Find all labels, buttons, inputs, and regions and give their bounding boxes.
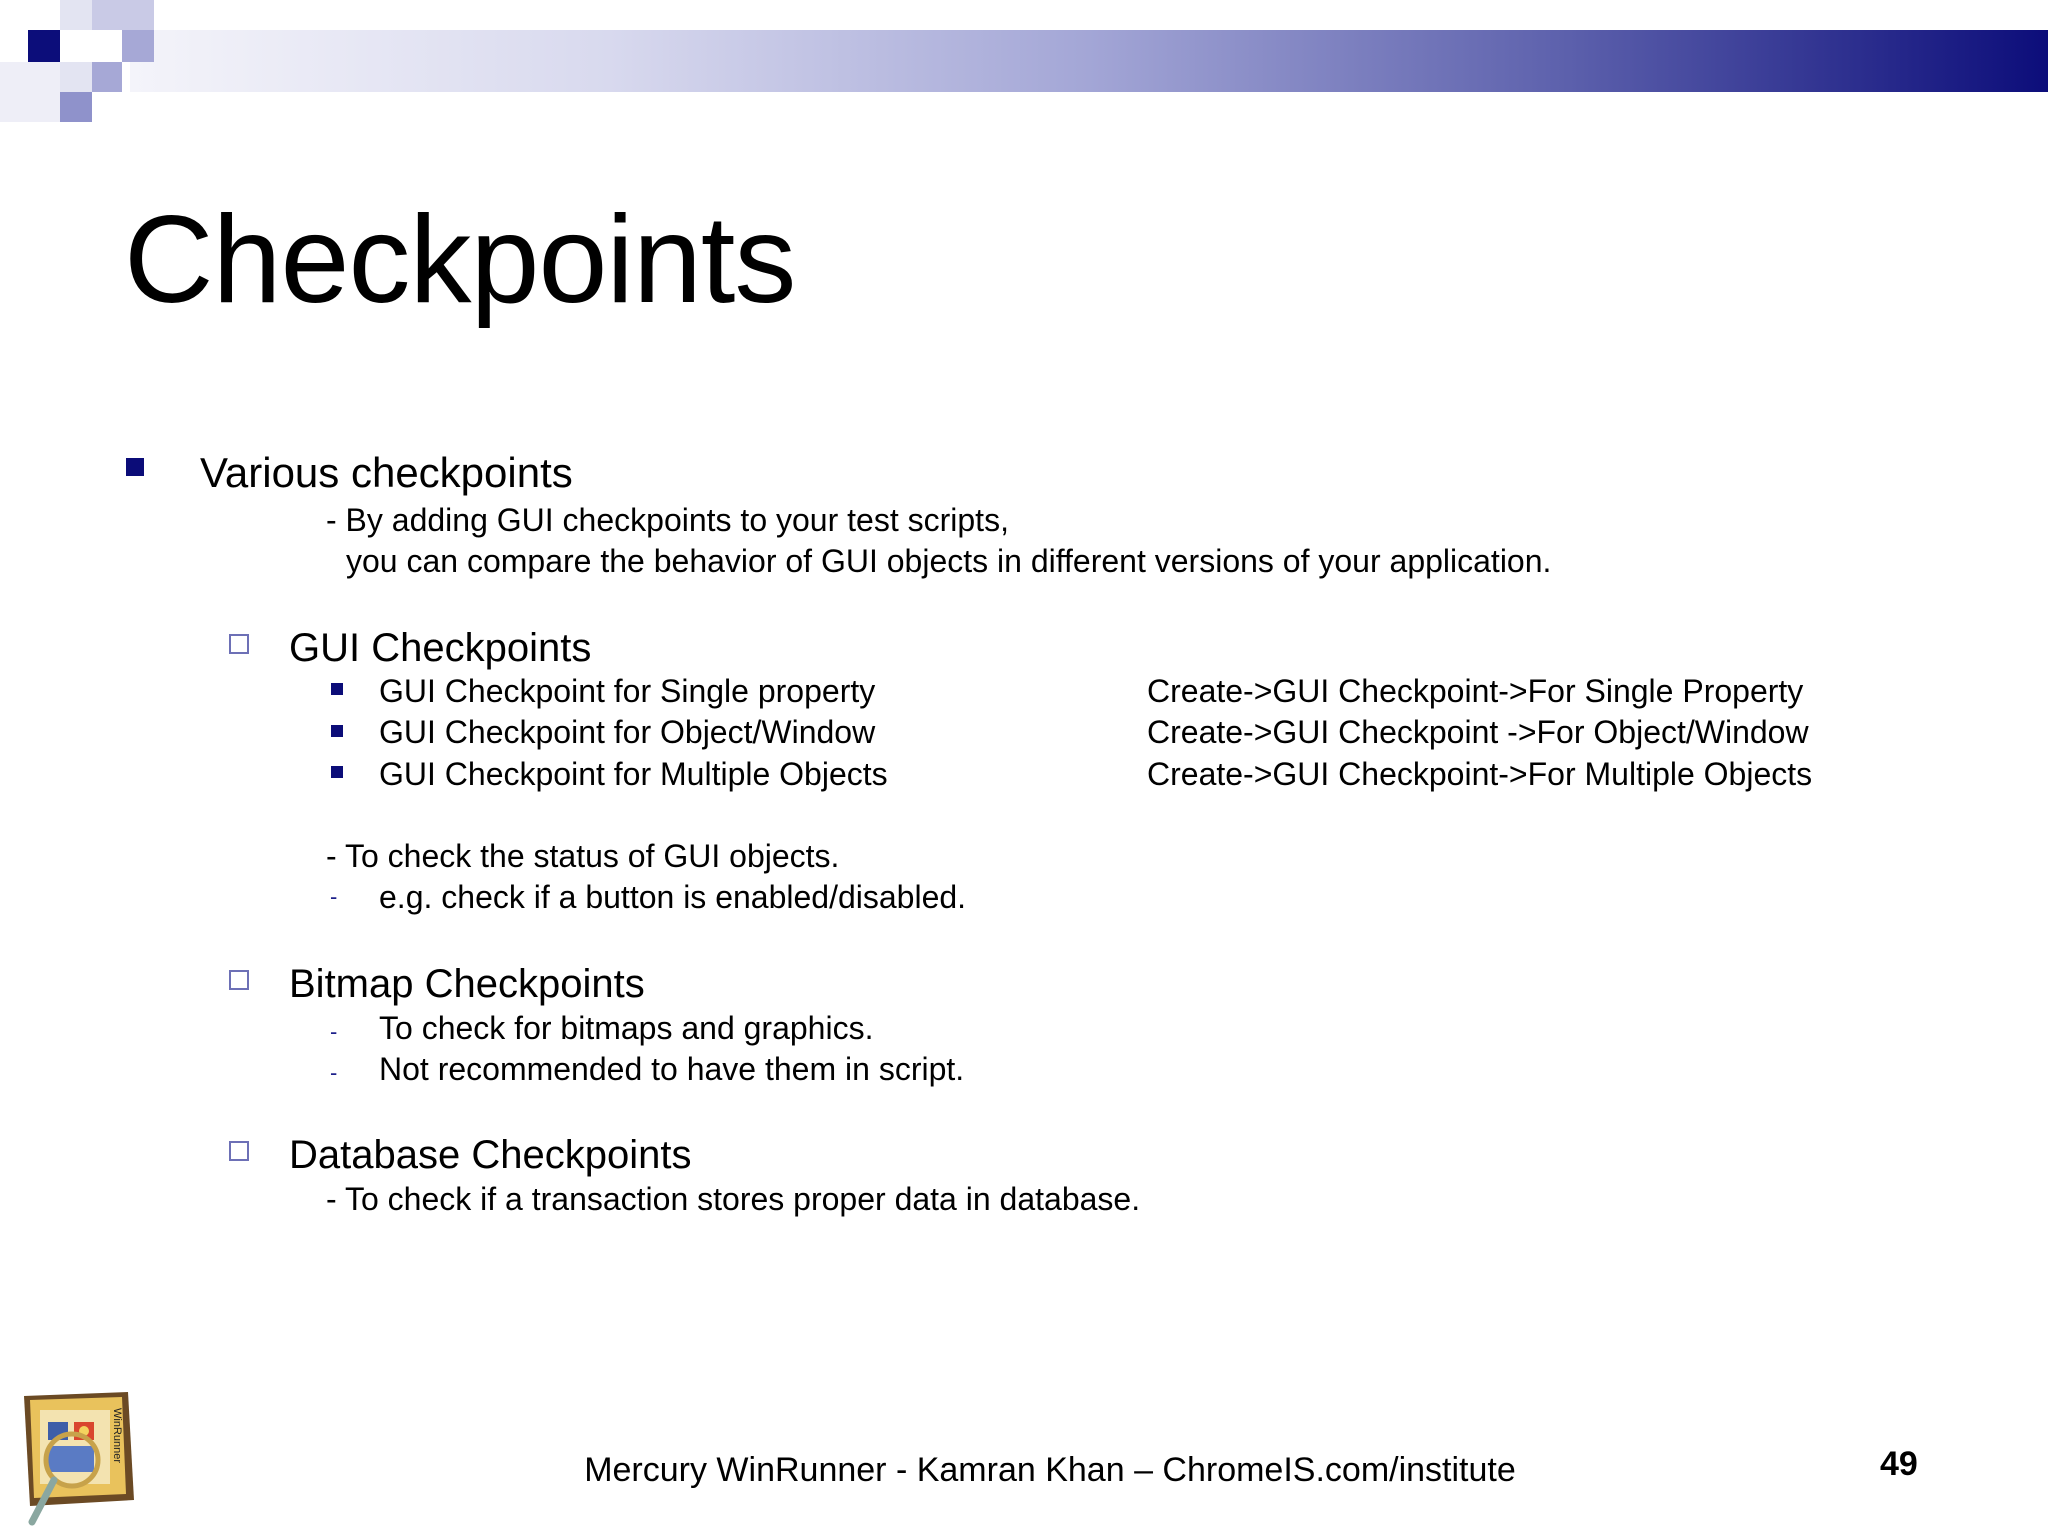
bullet-hollow-square — [229, 1141, 249, 1161]
dash-bullet: - — [330, 1060, 338, 1085]
section-heading: Various checkpoints — [200, 449, 573, 496]
header-square-mid — [92, 62, 122, 92]
header-square-light — [0, 62, 60, 122]
dash-bullet: - — [330, 1019, 338, 1044]
gui-note-line1: - To check the status of GUI objects. — [326, 838, 840, 874]
bitmap-line1: To check for bitmaps and graphics. — [379, 1010, 874, 1046]
slide-title: Checkpoints — [124, 191, 796, 329]
header-square-light — [60, 0, 92, 30]
bullet-square — [126, 458, 144, 476]
header-square-dark — [28, 30, 60, 62]
dash-bullet: - — [330, 884, 338, 909]
gui-item-menu-path: Create->GUI Checkpoint->For Multiple Objects — [1147, 756, 1813, 792]
header-gradient-bar — [130, 30, 2048, 92]
database-line1: - To check if a transaction stores proper data in database. — [326, 1181, 1141, 1217]
gui-note-line2: e.g. check if a button is enabled/disabled. — [379, 879, 967, 915]
header-square-mid — [122, 30, 154, 62]
gui-item-menu-path: Create->GUI Checkpoint ->For Object/Window — [1147, 714, 1809, 750]
bitmap-heading: Bitmap Checkpoints — [289, 962, 645, 1006]
gui-item-label: GUI Checkpoint for Multiple Objects — [379, 756, 888, 792]
page-number: 49 — [1880, 1445, 1918, 1483]
bullet-hollow-square — [229, 634, 249, 654]
section-desc-line1: - By adding GUI checkpoints to your test scripts, — [326, 502, 1009, 538]
database-heading: Database Checkpoints — [289, 1133, 692, 1177]
header-square-light — [92, 0, 154, 30]
gui-item-label: GUI Checkpoint for Object/Window — [379, 714, 876, 750]
header-square-light — [60, 62, 92, 92]
section-desc-line2: you can compare the behavior of GUI objects in different versions of your application. — [346, 543, 1552, 579]
header-square-mid — [60, 92, 92, 122]
bullet-square-small — [331, 725, 343, 737]
footer-text: Mercury WinRunner - Kamran Khan – ChromeIS.com/institute — [584, 1451, 1516, 1489]
gui-item-label: GUI Checkpoint for Single property — [379, 673, 876, 709]
bullet-square-small — [331, 683, 343, 695]
logo-text: WinRunner — [111, 1408, 123, 1464]
gui-item-menu-path: Create->GUI Checkpoint->For Single Property — [1147, 673, 1804, 709]
bullet-square-small — [331, 766, 343, 778]
bullet-hollow-square — [229, 970, 249, 990]
gui-heading: GUI Checkpoints — [289, 626, 592, 670]
bitmap-line2: Not recommended to have them in script. — [379, 1051, 965, 1087]
